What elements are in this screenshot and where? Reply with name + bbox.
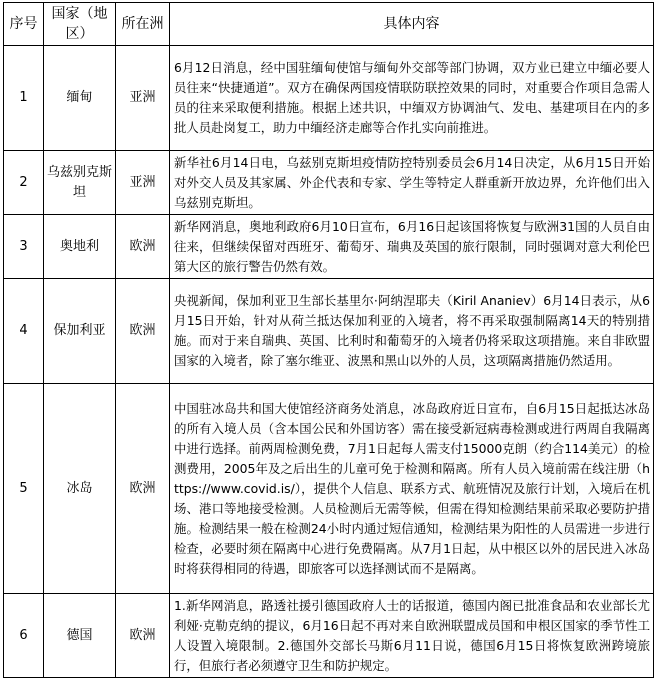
row-continent: 欧洲 <box>116 594 170 678</box>
row-continent: 欧洲 <box>116 279 170 384</box>
header-country <box>44 3 116 46</box>
table-row <box>4 151 654 215</box>
header-index <box>4 3 44 46</box>
header-continent <box>116 3 170 46</box>
row-content: 新华网消息，奥地利政府6月10日宣布，6月16日起该国将恢复与欧洲31国的人员自由往来，但继续保留对西班牙、葡萄牙、瑞典及英国的旅行限制，同时强调对意大利伦巴第大区的旅行警告仍然有效。 <box>170 215 654 279</box>
row-content: 1.新华网消息，路透社援引德国政府人士的话报道，德国内阁已批准食品和农业部长尤利娅·克勒克纳的提议，6月16日起不再对来自欧洲联盟成员国和申根区国家的季节性工人设置入境限制。2.德国外交部长马斯6月11日说，德国6月15日将恢复欧洲跨境旅行，但旅行者必须遵守卫生和防护规定。 <box>170 594 654 678</box>
row-index: 5 <box>4 384 44 594</box>
table-row <box>4 594 654 678</box>
row-index: 3 <box>4 215 44 279</box>
header-content-text: 具体内容 <box>383 16 440 32</box>
row-index: 2 <box>4 151 44 215</box>
row-content: 新华社6月14日电，乌兹别克斯坦疫情防控特别委员会6月14日决定，从6月15日开始对外交人员及其家属、外企代表和专家、学生等特定人群重新开放边界，允许他们出入乌兹别克斯坦。 <box>170 151 654 215</box>
header-index-text: 序号 <box>9 16 38 32</box>
header-country-text: 国家（地区） <box>51 6 108 42</box>
header-continent-text: 所在洲 <box>121 16 164 32</box>
row-continent: 欧洲 <box>116 384 170 594</box>
table-row <box>4 384 654 594</box>
table-row <box>4 279 654 384</box>
row-content: 中国驻冰岛共和国大使馆经济商务处消息，冰岛政府近日宣布，自6月15日起抵达冰岛的所有入境人员（含本国公民和外国访客）需在接受新冠病毒检测或进行两周自我隔离中进行选择。前两周检测免费，7月1日起每人需支付15000克朗（约合114美元）的检测费用，2005年及之后出生的儿童可免于检测和隔离。所有人员入境前需在线注册（https://www.covid.is/），提供个人信息、联系方式、航班情况及旅行计划，入境后在机场、港口等地接受检测。人员检测后无需等候，但需在得知检测结果前采取必要防护措施。检测结果一般在检测24小时内通过短信通知，检测结果为阳性的人员需进一步进行检查，必要时须在隔离中心进行免费隔离。从7月1日起，从中根区以外的居民进入冰岛时将获得相同的待遇，即旅客可以选择测试而不是隔离。 <box>170 384 654 594</box>
row-content: 6月12日消息，经中国驻缅甸使馆与缅甸外交部等部门协调，双方业已建立中缅必要人员往来“快捷通道”。双方在确保两国疫情联防联控效果的同时，对重要合作项目急需人员的往来采取便利措施。根据上述共识，中缅双方协调油气、发电、基建项目在内的多批人员赴岗复工，助力中缅经济走廊等合作扎实向前推进。 <box>170 46 654 151</box>
row-country: 德国 <box>44 594 116 678</box>
row-continent: 亚洲 <box>116 46 170 151</box>
policy-table <box>3 2 654 678</box>
header-content <box>170 3 654 46</box>
row-country: 奥地利 <box>44 215 116 279</box>
row-index: 4 <box>4 279 44 384</box>
row-index: 1 <box>4 46 44 151</box>
row-country: 乌兹别克斯坦 <box>44 151 116 215</box>
row-continent: 欧洲 <box>116 215 170 279</box>
row-country: 缅甸 <box>44 46 116 151</box>
row-country: 保加利亚 <box>44 279 116 384</box>
table-row <box>4 215 654 279</box>
row-content: 央视新闻，保加利亚卫生部长基里尔·阿纳涅耶夫（Kiril Ananiev）6月14日表示，从6月15日开始，针对从荷兰抵达保加利亚的入境者，将不再采取强制隔离14天的特别措施。而对于来自瑞典、英国、比利时和葡萄牙的入境者仍将采取这项措施。来自非欧盟国家的入境者，除了塞尔维亚、波黑和黑山以外的人员，这项隔离措施仍然适用。 <box>170 279 654 384</box>
row-continent: 亚洲 <box>116 151 170 215</box>
row-country: 冰岛 <box>44 384 116 594</box>
row-index: 6 <box>4 594 44 678</box>
table-row <box>4 46 654 151</box>
table-header-row <box>4 3 654 46</box>
